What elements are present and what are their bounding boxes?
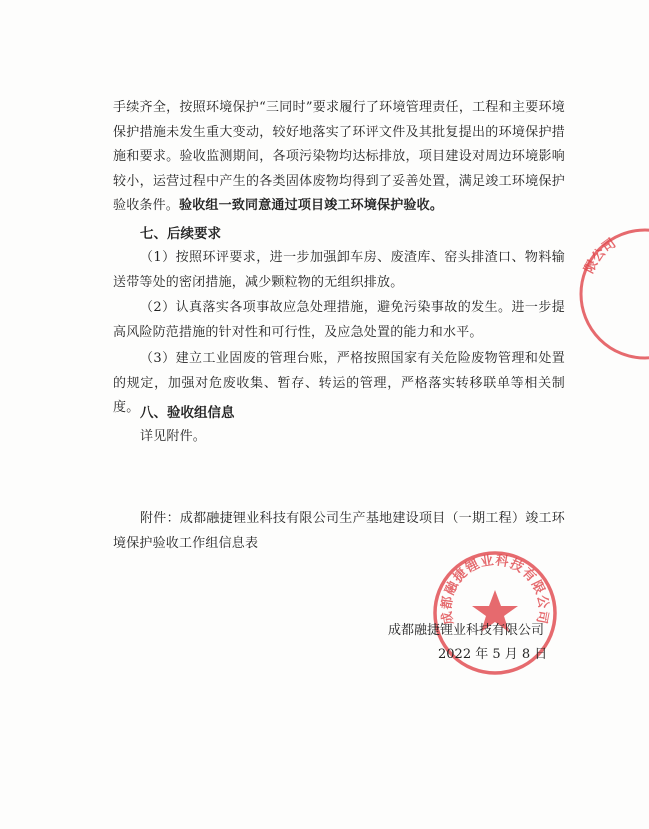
edge-seal — [575, 224, 649, 364]
svg-text:成都融捷锂业科技有限公司: 成都融捷锂业科技有限公司 — [439, 553, 551, 626]
section-8-heading: 八、验收组信息 — [140, 405, 235, 421]
signature-date: 2022 年 5 月 8 日 — [438, 647, 548, 662]
section-7-heading: 七、后续要求 — [140, 226, 221, 242]
requirement-2: （2）认真落实各项事故应急处理措施，避免污染事故的发生。进一步提高风险防范措施的针对性和可行性，及应急处置的能力和水平。 — [113, 300, 565, 340]
conclusion-bold-text: 验收组一致同意通过项目竣工环境保护验收。 — [179, 198, 444, 214]
signature-company: 成都融捷锂业科技有限公司 — [388, 623, 545, 638]
requirement-3: （3）建立工业固废的管理台账，严格按照国家有关危险废物管理和处置的规定，加强对危废收集、暂存、转运的管理，严格落实转移联单等相关制度。 — [113, 351, 565, 416]
see-attachment-text: 详见附件。 — [140, 429, 207, 444]
attachment-note: 附件：成都融捷锂业科技有限公司生产基地建设项目（一期工程）竣工环境保护验收工作组信息表 — [113, 511, 565, 551]
requirement-1: （1）按照环评要求，进一步加强卸车房、废渣库、窑头排渣口、物料输送带等处的密闭措施，减少颗粒物的无组织排放。 — [113, 250, 565, 290]
svg-text:限公司: 限公司 — [581, 236, 620, 277]
conclusion-text: 手续齐全，按照环境保护“三同时”要求履行了环境管理责任，工程和主要环境保护措施未发生重大变动，较好地落实了环评文件及其批复提出的环境保护措施和要求。验收监测期间，各项污染物均达标排放，项目建设对周边环境影响较小，运营过程中产生的各类固体废物均得到了妥善处置，满足竣工环境保护验收条件。 — [113, 100, 565, 214]
conclusion-paragraph — [113, 96, 565, 219]
